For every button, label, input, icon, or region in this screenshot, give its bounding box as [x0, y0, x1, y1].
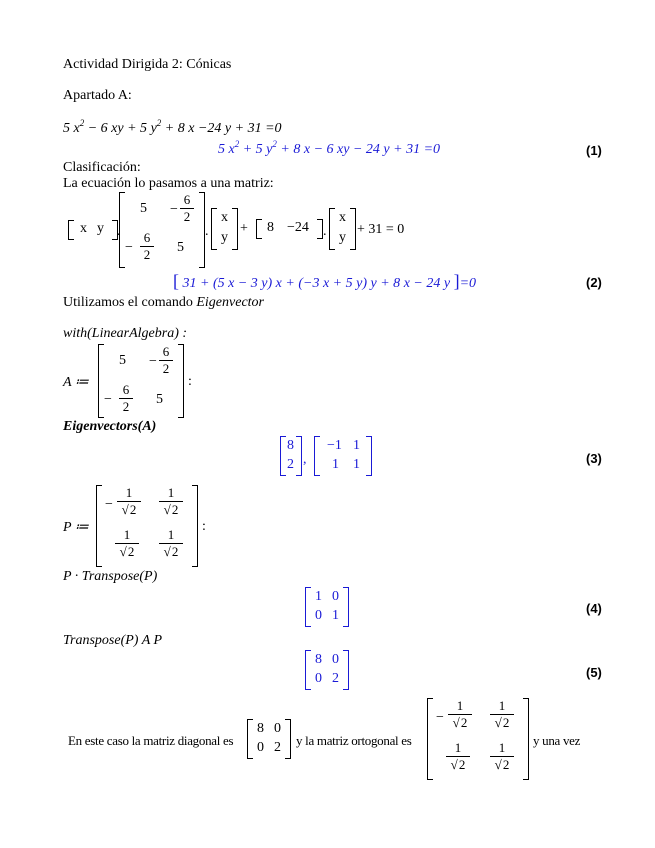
- ev-12: 1: [353, 438, 360, 453]
- equation-label-4: (4): [586, 601, 602, 616]
- P-assign[interactable]: P ≔: [63, 520, 89, 535]
- fdiag-22: 2: [274, 740, 281, 755]
- fdiag-12: 0: [274, 721, 281, 736]
- row-vector-x: x: [80, 221, 87, 236]
- col-vector-x: x: [221, 210, 228, 225]
- diagonal-matrix: [305, 650, 349, 690]
- dot-op: .: [117, 224, 121, 239]
- diag-22: 2: [332, 671, 339, 686]
- id-11: 1: [315, 589, 322, 604]
- eigenvalue-1: 8: [287, 438, 294, 453]
- row-vector: [68, 220, 118, 240]
- section-heading: Apartado A:: [63, 88, 132, 103]
- fP-a11-sign: −: [436, 710, 444, 725]
- final-diagonal-matrix: [247, 719, 291, 759]
- P-a21: $\frac{1}{√2}$: [115, 527, 139, 560]
- ev-11: −1: [327, 438, 342, 453]
- fP-a21: $\frac{1}{√2}$: [446, 740, 470, 773]
- equation-label-2: (2): [586, 275, 602, 290]
- final-text-1: En este caso la matriz diagonal es: [68, 733, 234, 748]
- linear-coef-x: 8: [267, 220, 274, 235]
- fP-a22: $\frac{1}{√2}$: [490, 740, 514, 773]
- eigenvector-word: Eigenvector: [196, 295, 264, 310]
- final-text-3: y una vez: [533, 733, 581, 748]
- tap-command[interactable]: Transpose(P) A P: [63, 633, 163, 648]
- eigenvalues-vector: [280, 436, 302, 476]
- dot-op-2: .: [205, 224, 209, 239]
- eigenvectors-command[interactable]: Eigenvectors(A): [63, 419, 157, 434]
- eigenvectors-matrix: [314, 436, 372, 476]
- comma: ,: [303, 452, 307, 467]
- A-assign[interactable]: A ≔: [63, 375, 89, 390]
- A-a12: −: [149, 354, 157, 369]
- dot-op-3: .: [323, 224, 327, 239]
- id-12: 0: [332, 589, 339, 604]
- col-vector-y: y: [221, 230, 228, 245]
- col-vector-2-y: y: [339, 230, 346, 245]
- fP-a12: $\frac{1}{√2}$: [490, 698, 514, 731]
- matrix-eq-constant: + 31 = 0: [357, 222, 405, 237]
- final-text-2: y la matriz ortogonal es: [296, 733, 412, 748]
- P-a22: $\frac{1}{√2}$: [159, 527, 183, 560]
- colon-suppress: :: [188, 374, 192, 389]
- ptp-command[interactable]: P · Transpose(P): [63, 569, 158, 584]
- plus-op: +: [240, 221, 248, 236]
- P-a12: $\frac{1}{√2}$: [159, 485, 183, 518]
- fdiag-11: 8: [257, 721, 264, 736]
- diag-11: 8: [315, 652, 322, 667]
- diag-21: 0: [315, 671, 322, 686]
- A-a11: 5: [119, 353, 126, 368]
- row-vector-y: y: [97, 221, 104, 236]
- coef-matrix: [119, 192, 205, 268]
- coef-a22: 5: [177, 240, 184, 255]
- utilizamos-text: [63, 295, 264, 311]
- A-a21: −: [104, 392, 112, 407]
- eigenvalue-2: 2: [287, 457, 294, 472]
- P-a11: $\frac{1}{√2}$: [117, 485, 141, 518]
- utilizamos-label: Utilizamos el comando: [63, 295, 193, 310]
- input-equation[interactable]: 5 $x^2 - 6$ xy + 5 $y^2 + 8$ x −24 y + 31 =0: [63, 118, 282, 136]
- diag-12: 0: [332, 652, 339, 667]
- coef-a21: −: [125, 240, 133, 255]
- document-title: Actividad Dirigida 2: Cónicas: [63, 57, 232, 72]
- id-21: 0: [315, 608, 322, 623]
- with-command[interactable]: with(LinearAlgebra) :: [63, 326, 188, 341]
- output-equation-1: 5 $x^2 + 5$ $y^2 + 8$ x − 6 xy − 24 y + 31 =0: [218, 139, 441, 157]
- fP-a11: $\frac{1}{√2}$: [448, 698, 472, 731]
- col-vector-2-x: x: [339, 210, 346, 225]
- A-a22: 5: [156, 392, 163, 407]
- ev-22: 1: [353, 457, 360, 472]
- matrix-intro-text: La ecuación lo pasamos a una matriz:: [63, 176, 274, 191]
- P-matrix: [96, 485, 198, 567]
- linear-row-vector: [256, 219, 323, 239]
- colon-suppress-2: :: [202, 519, 206, 534]
- P-a11-sign: −: [105, 497, 113, 512]
- ev-21: 1: [332, 457, 339, 472]
- output-equation-2: [ 31 + (5 x − 3 y) x + (−3 x + 5 y) y + 8 x − 24 y ]=0: [173, 271, 477, 291]
- identity-matrix: [305, 587, 349, 627]
- coef-a21-frac: $\frac{6}{2}$: [140, 230, 154, 263]
- A-a12-frac: $\frac{6}{2}$: [159, 344, 173, 377]
- coef-a12: −: [170, 202, 178, 217]
- clasificacion-label: Clasificación:: [63, 160, 141, 175]
- fdiag-21: 0: [257, 740, 264, 755]
- equation-label-5: (5): [586, 665, 602, 680]
- equation-label-1: (1): [586, 143, 602, 158]
- A-a21-frac: $\frac{6}{2}$: [119, 382, 133, 415]
- col-vector-2: [329, 208, 356, 250]
- coef-a11: 5: [140, 201, 147, 216]
- final-orthogonal-matrix: [427, 698, 529, 780]
- equation-label-3: (3): [586, 451, 602, 466]
- A-matrix: [98, 344, 184, 418]
- id-22: 1: [332, 608, 339, 623]
- coef-a12-frac: $\frac{6}{2}$: [180, 192, 194, 225]
- col-vector: [211, 208, 238, 250]
- linear-coef-y: −24: [287, 220, 309, 235]
